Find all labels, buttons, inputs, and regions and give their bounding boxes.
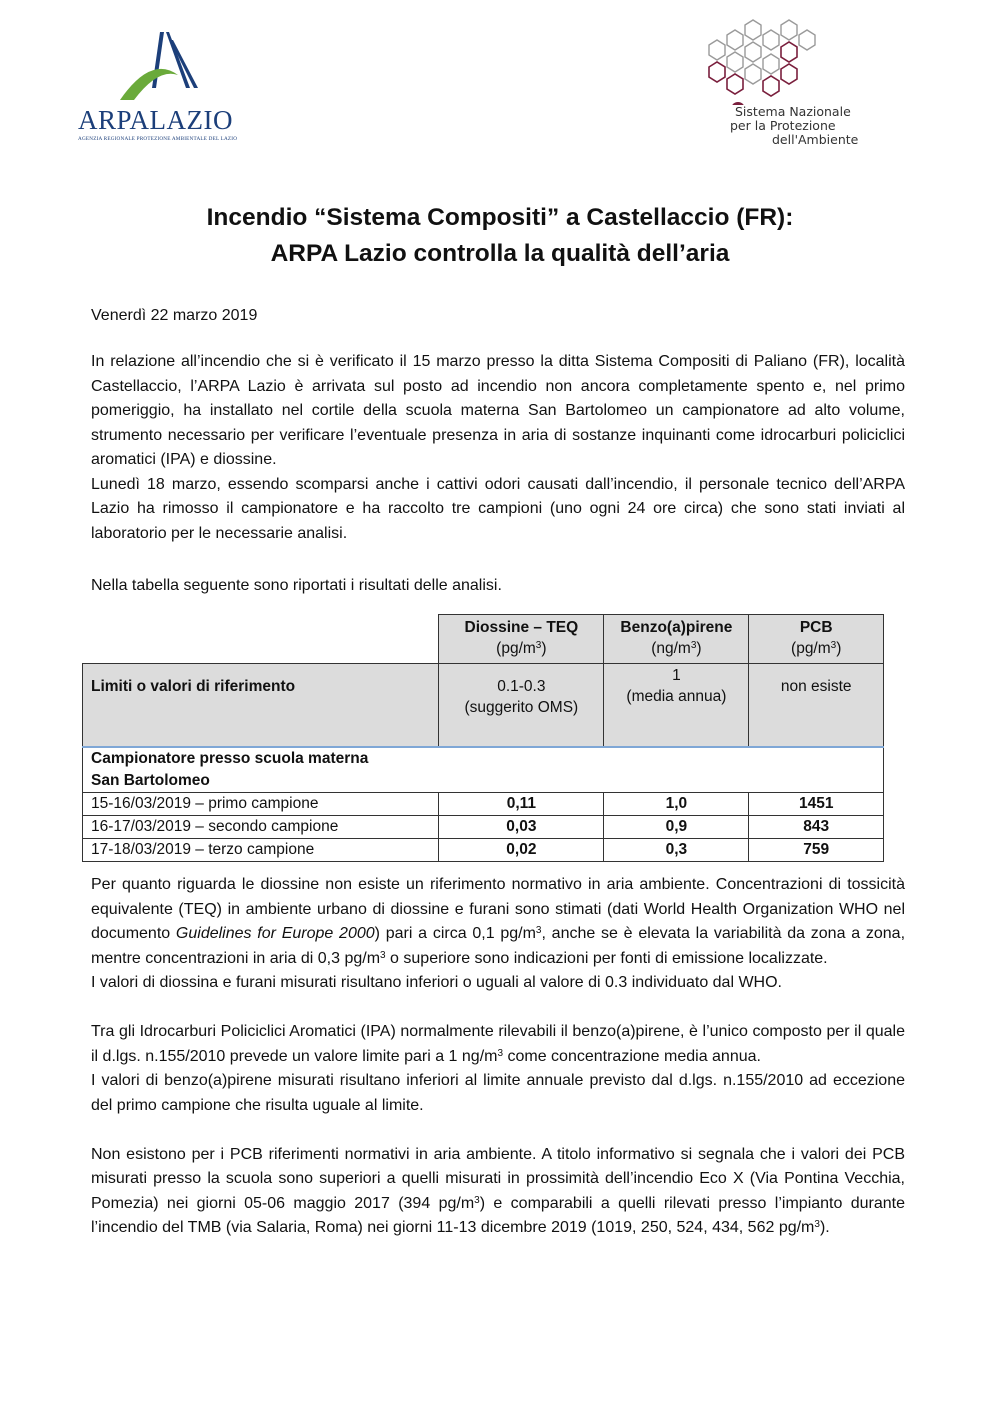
row-pcb: 843 xyxy=(749,816,884,839)
pcb-paragraph: Non esistono per i PCB riferimenti normativi in aria ambiente. A titolo informativo si segnala che i valori dei PCB misurati presso la scuola sono superiori a quelli misurati in prossimità dell’incendio Eco X (Via Pontina Vecchia, Pomezia) nei giorni 05-06 maggio 2017 (394 $pg/m^3$) e comparabili a quelli rilevati presso l’impianto durante l’incendio del TMB (via Salaria, Roma) nei giorni 11-13 dicembre 2019 (1019, 250, 524, 434, 562 $pg/m^3$). xyxy=(91,1145,906,1236)
ipa-conclusion: I valori di benzo(a)pirene misurati risultano inferiori al limite annuale previsto dal d.lgs. n.155/2010 ad eccezione del primo campione che risulta uguale al limite. xyxy=(91,1072,905,1114)
limits-benzo-value: 1 xyxy=(672,667,681,684)
row-label: 17-18/03/2019 – terzo campione xyxy=(83,839,439,862)
header-diossine xyxy=(439,615,604,664)
header-diossine-name: Diossine – TEQ xyxy=(464,619,579,636)
row-benzo: 1,0 xyxy=(604,793,749,816)
diossine-paragraph: Per quanto riguarda le diossine non esiste un riferimento normativo in aria ambiente. Concentrazioni di tossicità equivalente (TEQ) in ambiente urbano di diossine e furani sono stimati (dati World Health Organization WHO nel documento Guidelines for Europe 2000) pari a circa 0,1 $pg/m^3$, anche se è elevata la variabilità da zona a zona, mentre concentrazioni in aria di 0,3 $pg/m^3$ o superiore sono indicazioni per fonti di emissione localizzate. xyxy=(91,876,906,967)
limits-pcb-value: non esiste xyxy=(780,678,852,695)
document-date: Venerdì 22 marzo 2019 xyxy=(91,307,258,324)
row-benzo: 0,9 xyxy=(604,816,749,839)
row-label: 15-16/03/2019 – primo campione xyxy=(83,793,439,816)
header-benzo xyxy=(604,615,749,664)
diossine-conclusion: I valori di diossina e furani misurati risultano inferiori o uguali al valore di 0.3 individuato dal WHO. xyxy=(91,974,782,991)
limits-diossine-value: 0.1-0.3 xyxy=(497,678,546,695)
table-intro-text: Nella tabella seguente sono riportati i risultati delle analisi. xyxy=(91,577,502,594)
snpa-line-3: dell'Ambiente xyxy=(772,132,859,147)
limits-benzo xyxy=(604,664,749,748)
row-pcb: 1451 xyxy=(749,793,884,816)
station-line-1: Campionatore presso scuola materna xyxy=(91,750,369,767)
snpa-line-2: per la Protezione xyxy=(730,118,836,133)
press-release-title xyxy=(80,200,920,272)
intro-section xyxy=(91,350,905,546)
arpa-lazio-logo xyxy=(78,30,238,140)
snpa-logo xyxy=(695,15,895,145)
station-row xyxy=(83,747,884,793)
row-pcb: 759 xyxy=(749,839,884,862)
title-line-2: ARPA Lazio controlla la qualità dell’aria xyxy=(270,240,730,267)
snpa-wordmark xyxy=(730,105,858,147)
row-diossine: 0,02 xyxy=(439,839,604,862)
header-pcb xyxy=(749,615,884,664)
snpa-line-1: Sistema Nazionale xyxy=(735,104,851,119)
limits-pcb xyxy=(749,664,884,748)
row-label: 16-17/03/2019 – secondo campione xyxy=(83,816,439,839)
limits-diossine xyxy=(439,664,604,748)
header-pcb-unit: $(pg/m^3)$ xyxy=(791,640,842,657)
table-row xyxy=(83,839,884,862)
header-pcb-name: PCB xyxy=(799,619,833,636)
intro-paragraph-2: Lunedì 18 marzo, essendo scomparsi anche i cattivi odori causati dall’incendio, il personale tecnico dell’ARPA Lazio ha rimosso il campionatore e ha raccolto tre campioni (uno ogni 24 ore circa) che sono stati inviati al laboratorio per le necessarie analisi. xyxy=(91,475,905,542)
row-benzo: 0,3 xyxy=(604,839,749,862)
limits-benzo-note: (media annua) xyxy=(626,688,727,705)
row-diossine: 0,11 xyxy=(439,793,604,816)
station-label xyxy=(83,747,884,793)
header-benzo-name: Benzo(a)pirene xyxy=(620,619,733,636)
table-header-row xyxy=(83,615,884,664)
ipa-paragraph: Tra gli Idrocarburi Policiclici Aromatici (IPA) normalmente rilevabili il benzo(a)pirene, è l’unico composto per il quale il d.lgs. n.155/2010 prevede un valore limite pari a 1 $ng/m^3$ come concentrazione media annua. xyxy=(91,1023,905,1065)
header-benzo-unit: $(ng/m^3)$ xyxy=(651,640,702,657)
station-line-2: San Bartolomeo xyxy=(91,772,210,789)
limits-label: Limiti o valori di riferimento xyxy=(83,664,439,748)
limits-row xyxy=(83,664,884,748)
results-table xyxy=(82,614,884,862)
limits-diossine-note: (suggerito OMS) xyxy=(464,699,579,716)
header-empty-cell xyxy=(83,615,439,664)
row-diossine: 0,03 xyxy=(439,816,604,839)
table-row xyxy=(83,816,884,839)
arpa-lazio-wordmark: ARPALAZIO xyxy=(78,105,234,135)
arpa-lazio-tagline: AGENZIA REGIONALE PROTEZIONE AMBIENTALE DEL LAZIO xyxy=(78,136,238,142)
hexagon-cluster-icon xyxy=(695,15,895,105)
header-diossine-unit: $(pg/m^3)$ xyxy=(496,640,547,657)
title-line-1: Incendio “Sistema Compositi” a Castellaccio (FR): xyxy=(206,204,794,231)
arpa-mountain-icon xyxy=(116,30,236,105)
table-intro xyxy=(91,574,905,599)
analysis-section xyxy=(91,873,905,1241)
intro-paragraph-1: In relazione all’incendio che si è verificato il 15 marzo presso la ditta Sistema Compositi di Paliano (FR), località Castellaccio, l’ARPA Lazio è arrivata sul posto ad incendio non ancora completamente spento e, nel primo pomeriggio, ha installato nel cortile della scuola materna San Bartolomeo un campionatore ad alto volume, strumento necessario per verificare l’eventuale presenza in aria di sostanze inquinanti come idrocarburi policiclici aromatici (IPA) e diossine. xyxy=(91,353,905,468)
table-row xyxy=(83,793,884,816)
